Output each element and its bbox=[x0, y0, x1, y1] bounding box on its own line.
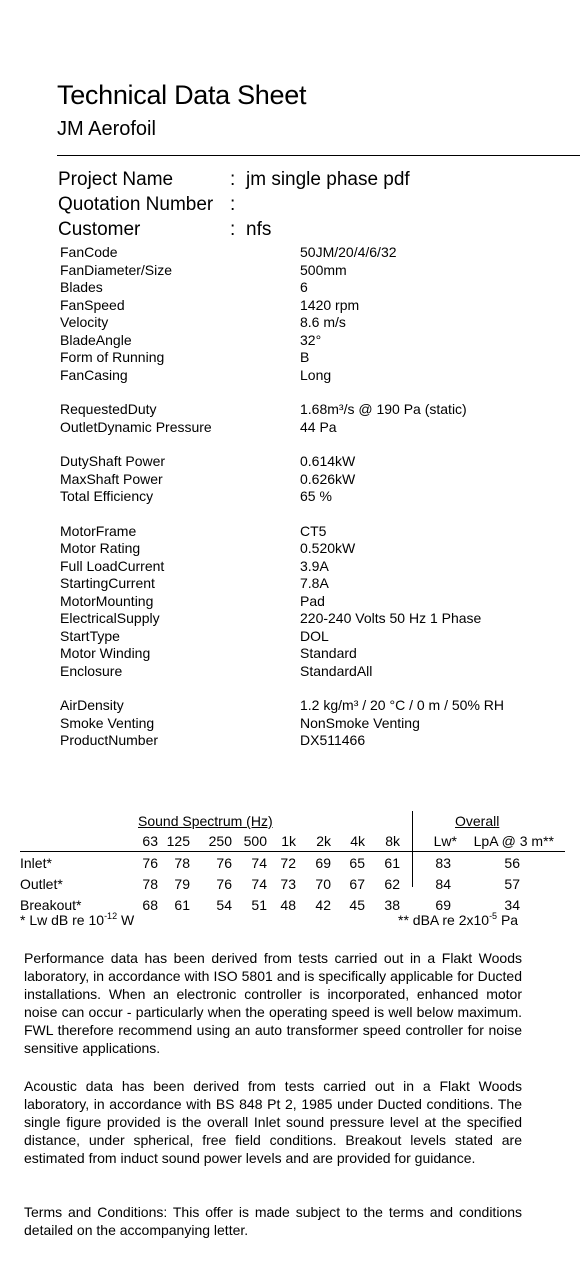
spec-value: 44 Pa bbox=[300, 418, 337, 435]
spec-row bbox=[60, 279, 504, 297]
spec-row bbox=[60, 401, 504, 419]
spec-value: CT5 bbox=[300, 522, 327, 539]
spec-label: Blades bbox=[60, 279, 103, 295]
spec-label: FanCasing bbox=[60, 366, 128, 383]
band-value: 74 bbox=[251, 855, 267, 871]
spec-label: Form of Running bbox=[60, 349, 165, 365]
project-colon: : bbox=[230, 194, 236, 215]
spec-row bbox=[60, 575, 504, 593]
spec-value: 50JM/20/4/6/32 bbox=[300, 244, 397, 260]
table-header-rule bbox=[20, 851, 565, 852]
spec-value: 8.6 m/s bbox=[300, 314, 346, 330]
footnote-dba: ** dBA re $2x10^{-5}$ Pa bbox=[398, 911, 519, 928]
spec-row bbox=[60, 628, 504, 646]
spec-value: 7.8A bbox=[300, 575, 329, 591]
spec-group-gap bbox=[60, 506, 504, 523]
band-value: 61 bbox=[384, 855, 400, 871]
spec-row bbox=[60, 262, 504, 280]
spec-value: 6 bbox=[300, 279, 308, 295]
spec-value: NonSmoke Venting bbox=[300, 714, 420, 731]
band-header: 8k bbox=[385, 833, 400, 849]
band-value: 78 bbox=[174, 855, 190, 871]
spec-value: Pad bbox=[300, 592, 325, 609]
spec-row bbox=[60, 540, 504, 558]
spec-value: 0.626kW bbox=[300, 470, 356, 487]
overall-lpa-value: 57 bbox=[504, 876, 520, 892]
overall-lpa-value: 34 bbox=[504, 897, 520, 913]
terms-paragraph: Terms and Conditions: This offer is made subject to the terms and conditions detailed on the accompanying letter. bbox=[24, 1204, 522, 1238]
band-value: 54 bbox=[216, 897, 232, 913]
spec-label: ProductNumber bbox=[60, 732, 159, 748]
spec-value: DOL bbox=[300, 627, 329, 644]
spec-value: 1.2 kg/m³ / 20 °C / 0 m / 50% RH bbox=[300, 697, 504, 713]
spec-label: Motor Rating bbox=[60, 540, 141, 556]
spec-label: Full LoadCurrent bbox=[60, 557, 165, 574]
acoustic-paragraph: Acoustic data has been derived from tests carried out in a Flakt Woods laboratory, in accordance with BS 848 Pt 2, 1985 under Ducted conditions. The single figure provided is the overall Inlet sound pressure level at the specified distance, under spherical, free field conditions. Breakout levels stated are estimated from induct sound power levels and are provided for guidance. bbox=[24, 1078, 522, 1166]
project-label: Quotation Number bbox=[58, 194, 214, 215]
band-value: 79 bbox=[174, 876, 190, 892]
project-row bbox=[58, 217, 410, 242]
band-value: 74 bbox=[251, 876, 267, 892]
project-colon: : bbox=[230, 169, 236, 190]
performance-paragraph: Performance data has been derived from tests carried out in a Flakt Woods laboratory, in accordance with ISO 5801 and is specifically applicable for Ducted installations. When an electronic controller is incorporated, enhanced motor noise can occur - particularly when the operating speed is well below maximum. FWL therefore recommend using an auto transformer speed controller for noise sensitive applications. bbox=[24, 950, 522, 1056]
overall-heading: Overall bbox=[455, 813, 500, 829]
spec-group-gap bbox=[60, 436, 504, 453]
band-header: 2k bbox=[316, 833, 331, 849]
spec-label: RequestedDuty bbox=[60, 401, 157, 417]
spec-row bbox=[60, 610, 504, 628]
spec-label: FanDiameter/Size bbox=[60, 261, 173, 278]
overall-lw-value: 69 bbox=[435, 897, 451, 913]
spec-label: StartType bbox=[60, 627, 120, 644]
spec-label: Enclosure bbox=[60, 662, 123, 679]
band-value: 38 bbox=[384, 897, 400, 913]
spec-row bbox=[60, 453, 504, 471]
spec-label: FanSpeed bbox=[60, 296, 125, 313]
spec-row bbox=[60, 349, 504, 367]
spec-row bbox=[60, 471, 504, 489]
spec-row bbox=[60, 314, 504, 332]
spec-label: StartingCurrent bbox=[60, 575, 155, 591]
spec-value: 3.9A bbox=[300, 557, 329, 574]
spec-row bbox=[60, 697, 504, 715]
spec-row bbox=[60, 244, 504, 262]
row-label: Breakout* bbox=[20, 897, 82, 913]
spec-value: DX511466 bbox=[300, 732, 366, 748]
spec-group-gap bbox=[60, 384, 504, 401]
specifications bbox=[60, 244, 504, 750]
spec-label: OutletDynamic Pressure bbox=[60, 418, 212, 435]
band-value: 76 bbox=[216, 855, 232, 871]
band-header: 125 bbox=[166, 833, 190, 849]
title-divider bbox=[57, 155, 580, 156]
spec-value: 1.68m³/s @ 190 Pa (static) bbox=[300, 401, 467, 417]
overall-lw-value: 84 bbox=[435, 876, 451, 892]
band-value: 70 bbox=[315, 876, 331, 892]
spec-label: DutyShaft Power bbox=[60, 453, 166, 469]
spec-value: 65 % bbox=[300, 488, 332, 504]
spec-value: 500mm bbox=[300, 261, 347, 278]
spec-label: FanCode bbox=[60, 244, 118, 260]
sound-table bbox=[20, 813, 565, 933]
spec-row bbox=[60, 715, 504, 733]
overall-lpa-header: LpA @ 3 m** bbox=[473, 833, 554, 849]
band-value: 51 bbox=[251, 897, 267, 913]
overall-lpa-value: 56 bbox=[504, 855, 520, 871]
band-header: 500 bbox=[243, 833, 267, 849]
spec-label: Total Efficiency bbox=[60, 488, 154, 504]
spec-value: Long bbox=[300, 366, 332, 383]
project-colon: : bbox=[230, 219, 236, 240]
spec-row bbox=[60, 488, 504, 506]
band-value: 68 bbox=[142, 897, 158, 913]
band-value: 76 bbox=[216, 876, 232, 892]
spec-label: Motor Winding bbox=[60, 645, 151, 661]
spec-label: ElectricalSupply bbox=[60, 610, 160, 626]
band-header: 63 bbox=[142, 833, 158, 849]
spec-value: 32° bbox=[300, 331, 322, 348]
project-info bbox=[58, 167, 410, 242]
band-value: 48 bbox=[280, 897, 296, 913]
spec-row bbox=[60, 593, 504, 611]
page-subtitle: JM Aerofoil bbox=[57, 118, 156, 140]
overall-lw-value: 83 bbox=[435, 855, 451, 871]
band-header: 250 bbox=[208, 833, 232, 849]
band-value: 67 bbox=[349, 876, 365, 892]
spec-row bbox=[60, 732, 504, 750]
spec-value: StandardAll bbox=[300, 662, 373, 679]
band-value: 76 bbox=[142, 855, 158, 871]
spec-label: AirDensity bbox=[60, 697, 124, 713]
spec-label: MotorFrame bbox=[60, 522, 137, 539]
spec-label: Smoke Venting bbox=[60, 714, 155, 731]
spec-label: MaxShaft Power bbox=[60, 470, 163, 487]
sound-spectrum-heading: Sound Spectrum (Hz) bbox=[138, 813, 273, 829]
spec-row bbox=[60, 367, 504, 385]
overall-lw-header: Lw* bbox=[433, 833, 457, 849]
project-row bbox=[58, 167, 410, 192]
band-value: 42 bbox=[315, 897, 331, 913]
project-value: nfs bbox=[246, 219, 272, 240]
spec-label: MotorMounting bbox=[60, 592, 154, 609]
band-value: 65 bbox=[349, 855, 365, 871]
project-label: Project Name bbox=[58, 169, 174, 190]
spec-row bbox=[60, 419, 504, 437]
spec-row bbox=[60, 645, 504, 663]
spec-label: Velocity bbox=[60, 314, 109, 330]
band-value: 72 bbox=[280, 855, 296, 871]
band-value: 62 bbox=[384, 876, 400, 892]
band-value: 61 bbox=[174, 897, 190, 913]
spec-label: BladeAngle bbox=[60, 331, 132, 348]
footnote-lw: * Lw dB re $10^{-12}$ W bbox=[20, 911, 135, 928]
table-vertical-divider bbox=[412, 811, 413, 887]
band-header: 1k bbox=[281, 833, 296, 849]
band-value: 69 bbox=[315, 855, 331, 871]
spec-row bbox=[60, 332, 504, 350]
row-label: Outlet* bbox=[20, 876, 63, 892]
band-value: 78 bbox=[142, 876, 158, 892]
spec-row bbox=[60, 663, 504, 681]
spec-value: 1420 rpm bbox=[300, 296, 360, 313]
band-header: 4k bbox=[350, 833, 365, 849]
band-value: 73 bbox=[280, 876, 296, 892]
spec-value: 0.520kW bbox=[300, 540, 356, 556]
spec-value: B bbox=[300, 349, 310, 365]
project-row bbox=[58, 192, 410, 217]
spec-group-gap bbox=[60, 680, 504, 697]
spec-value: 0.614kW bbox=[300, 453, 356, 469]
page-title: Technical Data Sheet bbox=[57, 80, 307, 110]
spec-row bbox=[60, 523, 504, 541]
spec-value: 220-240 Volts 50 Hz 1 Phase bbox=[300, 610, 482, 626]
band-value: 45 bbox=[349, 897, 365, 913]
project-label: Customer bbox=[58, 219, 141, 240]
project-value: jm single phase pdf bbox=[246, 169, 410, 190]
row-label: Inlet* bbox=[20, 855, 52, 871]
spec-value: Standard bbox=[300, 645, 357, 661]
spec-row bbox=[60, 558, 504, 576]
spec-row bbox=[60, 297, 504, 315]
